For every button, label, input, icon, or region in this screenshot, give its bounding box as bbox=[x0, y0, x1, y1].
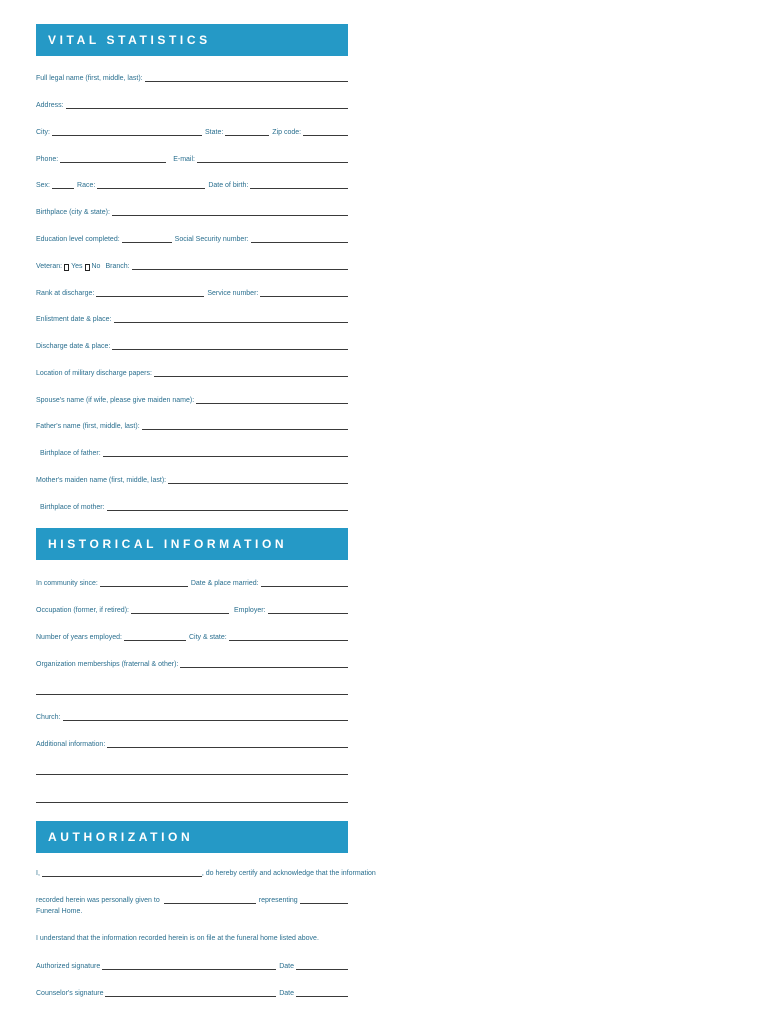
sex-label: Sex: bbox=[36, 182, 51, 189]
birthplace-label: Birthplace (city & state): bbox=[36, 209, 110, 216]
veteran-label: Veteran: bbox=[36, 263, 63, 270]
education-ssn-row bbox=[36, 234, 348, 244]
race-label: Race: bbox=[77, 182, 96, 189]
occupation-label: Occupation (former, if retired): bbox=[36, 607, 129, 614]
counselor-signature-label: Counselor's signature bbox=[36, 990, 104, 997]
service-number-label: Service number: bbox=[207, 290, 259, 297]
state-label: State: bbox=[205, 129, 224, 136]
rank-at-discharge-label: Rank at discharge: bbox=[36, 290, 95, 297]
church-label: Church: bbox=[36, 714, 61, 721]
mother-name-field[interactable] bbox=[36, 475, 348, 485]
city-label: City: bbox=[36, 129, 50, 136]
additional-continuation-line-2[interactable] bbox=[36, 802, 348, 803]
counselor-signature-line[interactable] bbox=[105, 996, 276, 997]
section-header-authorization: AUTHORIZATION bbox=[36, 821, 348, 853]
city-state-zip-row bbox=[36, 127, 348, 137]
father-birthplace-line[interactable] bbox=[103, 456, 348, 457]
authorized-date-label: Date bbox=[279, 963, 294, 970]
veteran-no-label: No bbox=[91, 263, 101, 270]
spouse-name-line[interactable] bbox=[196, 403, 348, 404]
authorized-date-line[interactable] bbox=[296, 969, 348, 970]
organizations-continuation-line[interactable] bbox=[36, 694, 348, 695]
father-name-field[interactable] bbox=[36, 421, 348, 431]
date-place-married-line[interactable] bbox=[261, 586, 348, 587]
service-number-line[interactable] bbox=[260, 296, 348, 297]
social-security-number-line[interactable] bbox=[251, 242, 348, 243]
full-legal-name-line[interactable] bbox=[145, 81, 348, 82]
funeral-home-text: Funeral Home. bbox=[36, 908, 83, 915]
father-name-label: Father's name (first, middle, last): bbox=[36, 423, 140, 430]
education-level-line[interactable] bbox=[122, 242, 172, 243]
city-state-line[interactable] bbox=[229, 640, 348, 641]
state-line[interactable] bbox=[225, 135, 269, 136]
discharge-line[interactable] bbox=[112, 349, 348, 350]
counselor-date-line[interactable] bbox=[296, 996, 348, 997]
certify-row bbox=[36, 868, 376, 878]
given-to-line[interactable] bbox=[164, 903, 256, 904]
discharge-papers-line[interactable] bbox=[154, 376, 348, 377]
date-of-birth-label: Date of birth: bbox=[208, 182, 249, 189]
city-line[interactable] bbox=[52, 135, 202, 136]
organizations-field[interactable] bbox=[36, 659, 348, 669]
years-city-row bbox=[36, 632, 348, 642]
additional-information-field[interactable] bbox=[36, 739, 348, 749]
years-employed-line[interactable] bbox=[124, 640, 186, 641]
additional-continuation-2[interactable] bbox=[36, 794, 348, 804]
father-birthplace-field[interactable] bbox=[40, 448, 348, 458]
authorized-signature-label: Authorized signature bbox=[36, 963, 101, 970]
occupation-employer-row bbox=[36, 605, 348, 615]
phone-label: Phone: bbox=[36, 156, 59, 163]
veteran-row bbox=[36, 261, 348, 271]
birthplace-line[interactable] bbox=[112, 215, 348, 216]
veteran-yes-checkbox[interactable] bbox=[64, 264, 69, 271]
phone-email-row bbox=[36, 154, 348, 164]
zip-code-line[interactable] bbox=[303, 135, 348, 136]
rank-service-row bbox=[36, 288, 348, 298]
occupation-line[interactable] bbox=[131, 613, 229, 614]
enlistment-label: Enlistment date & place: bbox=[36, 316, 112, 323]
recorded-row bbox=[36, 895, 348, 905]
date-place-married-label: Date & place married: bbox=[190, 580, 259, 587]
full-legal-name-field[interactable] bbox=[36, 73, 348, 83]
birthplace-field[interactable] bbox=[36, 207, 348, 217]
social-security-number-label: Social Security number: bbox=[174, 236, 249, 243]
mother-birthplace-label: Birthplace of mother: bbox=[40, 504, 105, 511]
race-line[interactable] bbox=[97, 188, 205, 189]
sex-line[interactable] bbox=[52, 188, 74, 189]
enlistment-field[interactable] bbox=[36, 314, 348, 324]
branch-label: Branch: bbox=[105, 263, 130, 270]
church-line[interactable] bbox=[63, 720, 348, 721]
employer-line[interactable] bbox=[268, 613, 349, 614]
additional-continuation-line-1[interactable] bbox=[36, 774, 348, 775]
discharge-papers-field[interactable] bbox=[36, 368, 348, 378]
church-field[interactable] bbox=[36, 712, 348, 722]
representing-label: representing bbox=[258, 897, 298, 904]
additional-information-line[interactable] bbox=[107, 747, 348, 748]
additional-continuation-1[interactable] bbox=[36, 766, 348, 776]
in-community-since-label: In community since: bbox=[36, 580, 98, 587]
spouse-name-field[interactable] bbox=[36, 395, 348, 405]
full-legal-name-label: Full legal name (first, middle, last): bbox=[36, 75, 143, 82]
in-community-since-line[interactable] bbox=[100, 586, 188, 587]
veteran-no-checkbox[interactable] bbox=[85, 264, 90, 271]
enlistment-line[interactable] bbox=[114, 322, 349, 323]
discharge-label: Discharge date & place: bbox=[36, 343, 111, 350]
section-header-historical-information: HISTORICAL INFORMATION bbox=[36, 528, 348, 560]
father-birthplace-label: Birthplace of father: bbox=[40, 450, 101, 457]
community-married-row bbox=[36, 578, 348, 588]
education-level-label: Education level completed: bbox=[36, 236, 120, 243]
branch-line[interactable] bbox=[132, 269, 348, 270]
rank-at-discharge-line[interactable] bbox=[96, 296, 204, 297]
counselor-signature-row bbox=[36, 988, 348, 998]
mother-name-label: Mother's maiden name (first, middle, last): bbox=[36, 477, 167, 484]
email-label: E-mail: bbox=[173, 156, 195, 163]
address-line[interactable] bbox=[66, 108, 348, 109]
certify-text: , do hereby certify and acknowledge that the information bbox=[201, 870, 376, 877]
mother-birthplace-field[interactable] bbox=[40, 502, 348, 512]
employer-label: Employer: bbox=[233, 607, 266, 614]
address-field[interactable] bbox=[36, 100, 348, 110]
father-name-line[interactable] bbox=[142, 429, 348, 430]
veteran-yes-label: Yes bbox=[71, 263, 83, 270]
authorized-signature-row bbox=[36, 961, 348, 971]
organizations-line[interactable] bbox=[180, 667, 348, 668]
organizations-label: Organization memberships (fraternal & other): bbox=[36, 661, 179, 668]
city-state-label: City & state: bbox=[188, 634, 227, 641]
counselor-date-label: Date bbox=[279, 990, 294, 997]
additional-information-label: Additional information: bbox=[36, 741, 106, 748]
organizations-continuation[interactable] bbox=[36, 686, 348, 696]
email-line[interactable] bbox=[197, 162, 348, 163]
phone-line[interactable] bbox=[60, 162, 166, 163]
authorized-signature-line[interactable] bbox=[102, 969, 276, 970]
certify-i-label: I, bbox=[36, 870, 40, 877]
years-employed-label: Number of years employed: bbox=[36, 634, 122, 641]
spouse-name-label: Spouse's name (if wife, please give maiden name): bbox=[36, 397, 195, 404]
address-label: Address: bbox=[36, 102, 64, 109]
zip-code-label: Zip code: bbox=[272, 129, 302, 136]
date-of-birth-line[interactable] bbox=[250, 188, 348, 189]
recorded-label: recorded herein was personally given to bbox=[36, 897, 160, 904]
understand-statement: I understand that the information recorded herein is on file at the funeral home listed above. bbox=[36, 935, 319, 942]
mother-birthplace-line[interactable] bbox=[107, 510, 348, 511]
sex-race-dob-row bbox=[36, 180, 348, 190]
certify-name-line[interactable] bbox=[42, 876, 202, 877]
section-header-vital-statistics: VITAL STATISTICS bbox=[36, 24, 348, 56]
mother-name-line[interactable] bbox=[168, 483, 348, 484]
discharge-papers-label: Location of military discharge papers: bbox=[36, 370, 152, 377]
discharge-field[interactable] bbox=[36, 341, 348, 351]
representing-line[interactable] bbox=[300, 903, 348, 904]
